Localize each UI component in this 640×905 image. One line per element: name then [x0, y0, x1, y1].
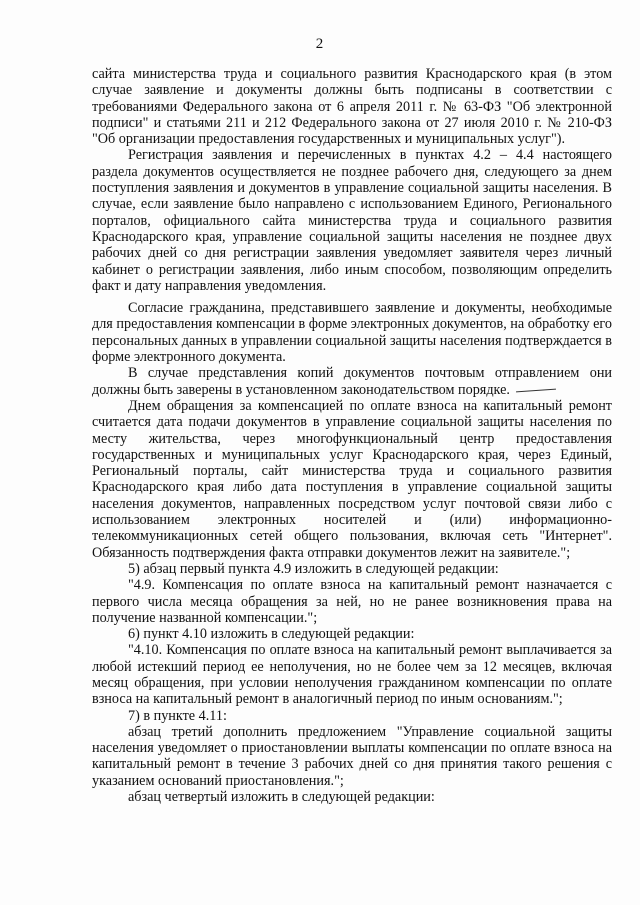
paragraph-4: [92, 365, 612, 398]
paragraph-2: Регистрация заявления и перечисленных в пунктах 4.2 – 4.4 настоящего раздела документов осуществляется не позднее рабочего дня, следующего за днем поступления заявления и документов в управление социальной защиты населения. В случае, если заявление было направлено с использованием Единого, Регионального порталов, официального сайта министерства труда и социального развития Краснодарского края, управление социальной защиты населения не позднее двух рабочих дней со дня регистрации заявления уведомляет заявителя через личный кабинет о регистрации заявления, либо иным способом, позволяющим определить факт и дату направления уведомления.: [92, 147, 612, 294]
paragraph-8: 6) пункт 4.10 изложить в следующей редакции:: [128, 626, 415, 643]
paragraph-6: 5) абзац первый пункта 4.9 изложить в следующей редакции:: [128, 560, 499, 577]
paragraph-11: абзац третий дополнить предложением "Управление социальной защиты населения уведомляет о приостановлении выплаты компенсации по оплате взноса на капитальный ремонт в течение 3 рабочих дней со дня принятия такого решения с указанием оснований приостановления.";: [92, 723, 612, 789]
document-body: [92, 66, 612, 805]
paragraph-5: Днем обращения за компенсацией по оплате взноса на капитальный ремонт считается дата подачи документов в управление социальной защиты населения по месту жительства, через многофункциональный центр предоставления государственных и муниципальных услуг Краснодарского края, через Единый, Региональный порталы, сайт министерства труда и социального развития Краснодарского края либо дата поступления в управление социальной защиты населения документов, направленных посредством услуг почтовой связи либо с использованием электронных носителей и (или) информационно-телекоммуникационных сетей общего пользования, включая сеть "Интернет". Обязанность подтверждения факта отправки документов лежит на заявителе.";: [92, 397, 612, 561]
paragraph-9: "4.10. Компенсация по оплате взноса на капитальный ремонт выплачивается за любой истекший период ее неполучения, но не более чем за 12 месяцев, включая месяц обращения, при условии неполучения гражданином компенсации по оплате взноса на капитальный ремонт в аналогичный период по иным основаниям.";: [92, 642, 612, 708]
paragraph-12: абзац четвертый изложить в следующей редакции:: [128, 789, 435, 806]
paragraph-1: сайта министерства труда и социального развития Краснодарского края (в этом случае заявление и документы должны быть подписаны в соответствии с требованиями Федерального закона от 6 апреля 2011 г. № 63-ФЗ "Об электронной подписи" и статьями 211 и 212 Федерального закона от 27 июля 2010 г. № 210-ФЗ "Об организации предоставления государственных и муниципальных услуг").: [92, 66, 612, 148]
paragraph-4-text: В случае представления копий документов почтовым отправлением они должны быть заверены в установленном законодательством порядке.: [92, 365, 612, 398]
page-number: 2: [315, 36, 325, 52]
paragraph-3: Согласие гражданина, представившего заявление и документы, необходимые для предоставления компенсации в форме электронных документов, на обработку его персональных данных в управлении социальной защиты населения подтверждается в форме электронного документа.: [92, 300, 612, 366]
paragraph-10: 7) в пункте 4.11:: [128, 707, 227, 724]
paragraph-7: "4.9. Компенсация по оплате взноса на капитальный ремонт назначается с первого числа месяца обращения за ней, но не ранее возникновения права на получение названной компенсации.";: [92, 577, 612, 626]
handwritten-mark: [516, 388, 556, 392]
